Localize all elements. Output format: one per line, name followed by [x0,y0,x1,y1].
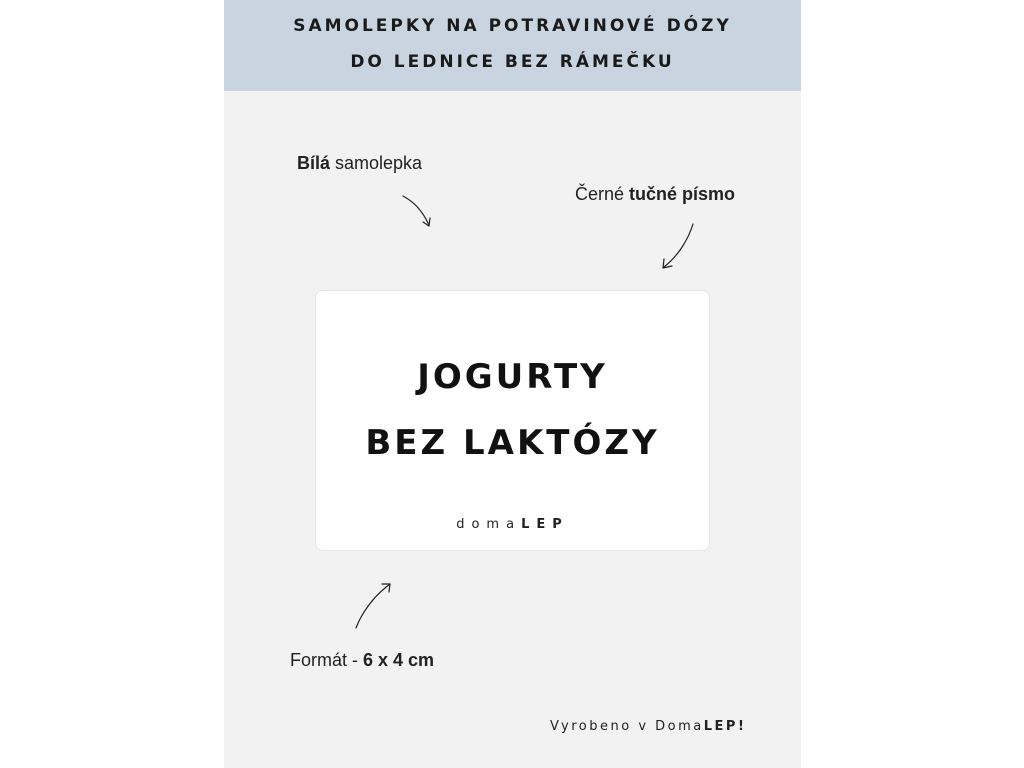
footer-credit [550,719,746,734]
header-title-line-2: DO LEDNICE BEZ RÁMEČKU [350,52,675,72]
header-banner [224,0,801,91]
callout-format [290,650,434,671]
sticker-brand-logo [316,517,709,532]
callout-format-bold: 6 x 4 cm [363,650,435,670]
callout-font-bold: tučné písmo [629,184,736,204]
curved-arrow-icon [350,578,394,632]
footer-bold: LEP! [703,719,747,734]
brand-bold: LEP [521,517,569,532]
sticker-text-line-2: BEZ LAKTÓZY [365,423,660,463]
product-panel [224,0,801,768]
sticker-text-line-1: JOGURTY [417,357,608,397]
header-title-line-1: SAMOLEPKY NA POTRAVINOVÉ DÓZY [293,16,732,36]
sticker-preview [315,290,710,551]
curved-arrow-icon [658,220,698,272]
callout-white-bold: Bílá [297,153,331,173]
callout-white-sticker [297,153,422,174]
callout-font [575,184,735,205]
callout-font-regular: Černé [575,184,630,204]
callout-format-regular: Formát - [290,650,364,670]
brand-regular: doma [456,517,522,532]
footer-regular: Vyrobeno v Doma [550,719,704,734]
callout-white-rest: samolepka [330,153,423,173]
curved-arrow-icon [400,192,436,232]
